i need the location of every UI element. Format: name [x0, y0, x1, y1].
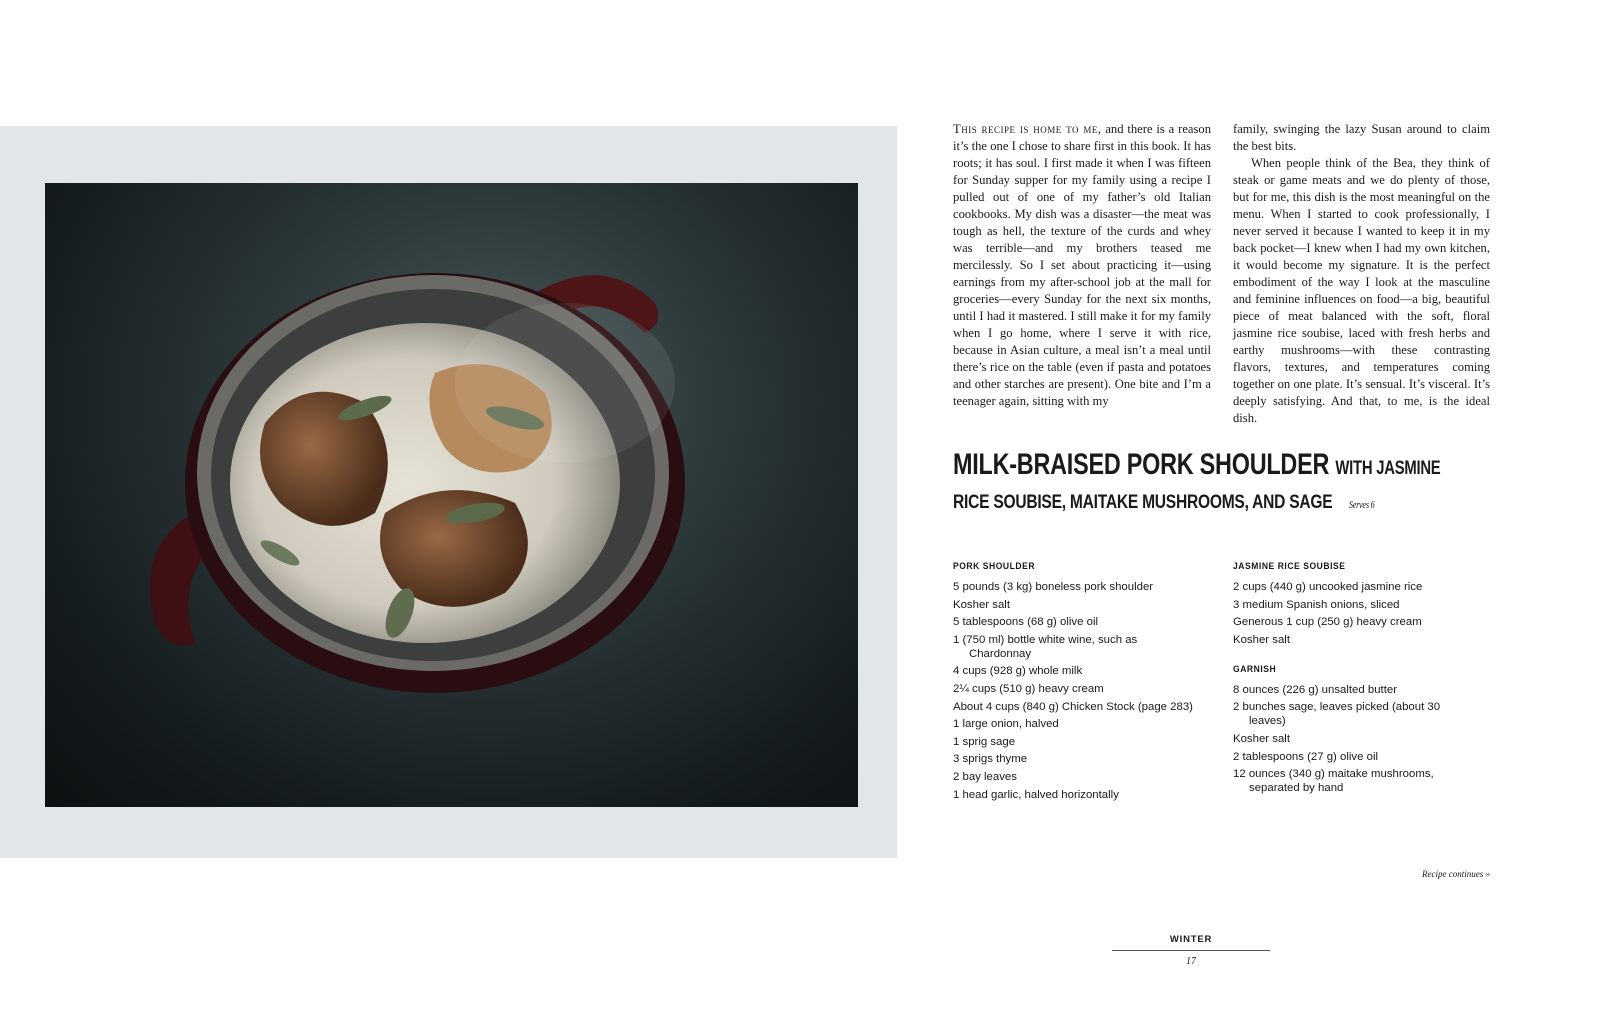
- ingredient-item: 1 large onion, halved: [953, 718, 1059, 731]
- recipe-title: [953, 448, 1513, 519]
- ingredient-item: 3 sprigs thyme: [953, 753, 1028, 766]
- ingredient-item: 2 bay leaves: [953, 770, 1017, 783]
- ingredient-item: 1 head garlic, halved horizontally: [953, 788, 1119, 801]
- intro-text-column-1: [953, 121, 1211, 410]
- recipe-title-with: WITH JASMINE: [1335, 458, 1441, 479]
- jasmine-rice-soubise-heading: JASMINE RICE SOUBISE: [1233, 561, 1346, 572]
- ingredient-item: 2¼ cups (510 g) heavy cream: [953, 682, 1104, 695]
- ingredient-item: Generous 1 cup (250 g) heavy cream: [1233, 616, 1422, 629]
- ingredient-item: 5 tablespoons (68 g) olive oil: [953, 616, 1099, 629]
- intro-paragraph-continued: family, swinging the lazy Susan around to claim the best bits.: [1233, 122, 1490, 153]
- ingredient-item: 4 cups (928 g) whole milk: [953, 665, 1083, 678]
- garnish-ingredient-list: [1233, 683, 1473, 795]
- ingredient-item: 1 (750 ml) bottle white wine, such as Chardonnay: [953, 633, 1138, 660]
- ingredients-column-2: [1233, 560, 1473, 799]
- intro-text-column-2: [1233, 121, 1490, 427]
- serves-note: Serves 6: [1348, 500, 1375, 511]
- garnish-heading: GARNISH: [1233, 663, 1277, 675]
- ingredients-column-1: [953, 560, 1193, 805]
- section-label: WINTER: [1112, 934, 1270, 951]
- ingredient-item: 2 bunches sage, leaves picked (about 30 leaves): [1233, 701, 1441, 728]
- ingredient-item: 3 medium Spanish onions, sliced: [1233, 598, 1400, 611]
- braised-pork-pot-photo: [45, 183, 858, 807]
- intro-lead-in: This recipe is home to me,: [953, 122, 1102, 136]
- rice-ingredient-list: [1233, 580, 1473, 647]
- photo-frame: [0, 126, 897, 858]
- pot-illustration: [45, 183, 858, 807]
- ingredient-item: 2 cups (440 g) uncooked jasmine rice: [1233, 581, 1423, 593]
- ingredient-item: Kosher salt: [953, 598, 1010, 611]
- recipe-continues-note: Recipe continues »: [1422, 869, 1490, 879]
- ingredient-item: 12 ounces (340 g) maitake mushrooms, separated by hand: [1233, 768, 1434, 795]
- recipe-subtitle: RICE SOUBISE, MAITAKE MUSHROOMS, AND SAGE: [953, 492, 1333, 513]
- ingredient-item: 1 sprig sage: [953, 735, 1016, 748]
- intro-paragraph-2: When people think of the Bea, they think of steak or game meats and we do plenty of those, but for me, this dish is the most meaningful on the menu. When I started to cook professionally, I never served it because I wanted to keep it in my back pocket—I knew when I had my own kitchen, it would become my signature. It is the perfect embodiment of the way I look at the masculine and feminine influences on food—a big, beautiful piece of meat balanced with the soft, floral jasmine rice soubise, laced with fresh herbs and earthy mushrooms—with these contrasting flavors, textures, and temperatures coming together on one plate. It’s sensual. It’s visceral. It’s deeply satisfying. And that, to me, is the ideal dish.: [1233, 156, 1490, 425]
- ingredient-item: 2 tablespoons (27 g) olive oil: [1233, 750, 1379, 763]
- intro-text: and there is a reason it’s the one I chose to share first in this book. It has roots; it has soul. I first made it when I was fifteen for Sunday supper for my family using a recipe I pulled out of one of my father’s old Italian cookbooks. My dish was a disaster—the meat was tough as hell, the texture of the curds and whey was terrible—and my brothers teased me mercilessly. So I set about practicing it—using earnings from my after-school job at the mall for groceries—every Sunday for the next six months, until I had it mastered. I still make it for my family when I go home, where I serve it with rice, because in Asian culture, a meal isn’t a meal until there’s rice on the table (even if pasta and potatoes and other starches are present). One bite and I’m a teenager again, sitting with my: [953, 122, 1211, 408]
- recipe-title-main: MILK-BRAISED PORK SHOULDER: [953, 448, 1330, 481]
- ingredient-item: 5 pounds (3 kg) boneless pork shoulder: [953, 581, 1154, 593]
- ingredient-item: Kosher salt: [1233, 732, 1290, 745]
- pork-ingredient-list: [953, 580, 1193, 802]
- page-number: 17: [1186, 956, 1196, 967]
- pork-shoulder-heading: PORK SHOULDER: [953, 561, 1036, 572]
- ingredient-item: 8 ounces (226 g) unsalted butter: [1233, 683, 1398, 696]
- ingredient-item: About 4 cups (840 g) Chicken Stock (page 283): [953, 700, 1193, 713]
- ingredient-item: Kosher salt: [1233, 633, 1290, 646]
- page-footer: [1112, 934, 1270, 967]
